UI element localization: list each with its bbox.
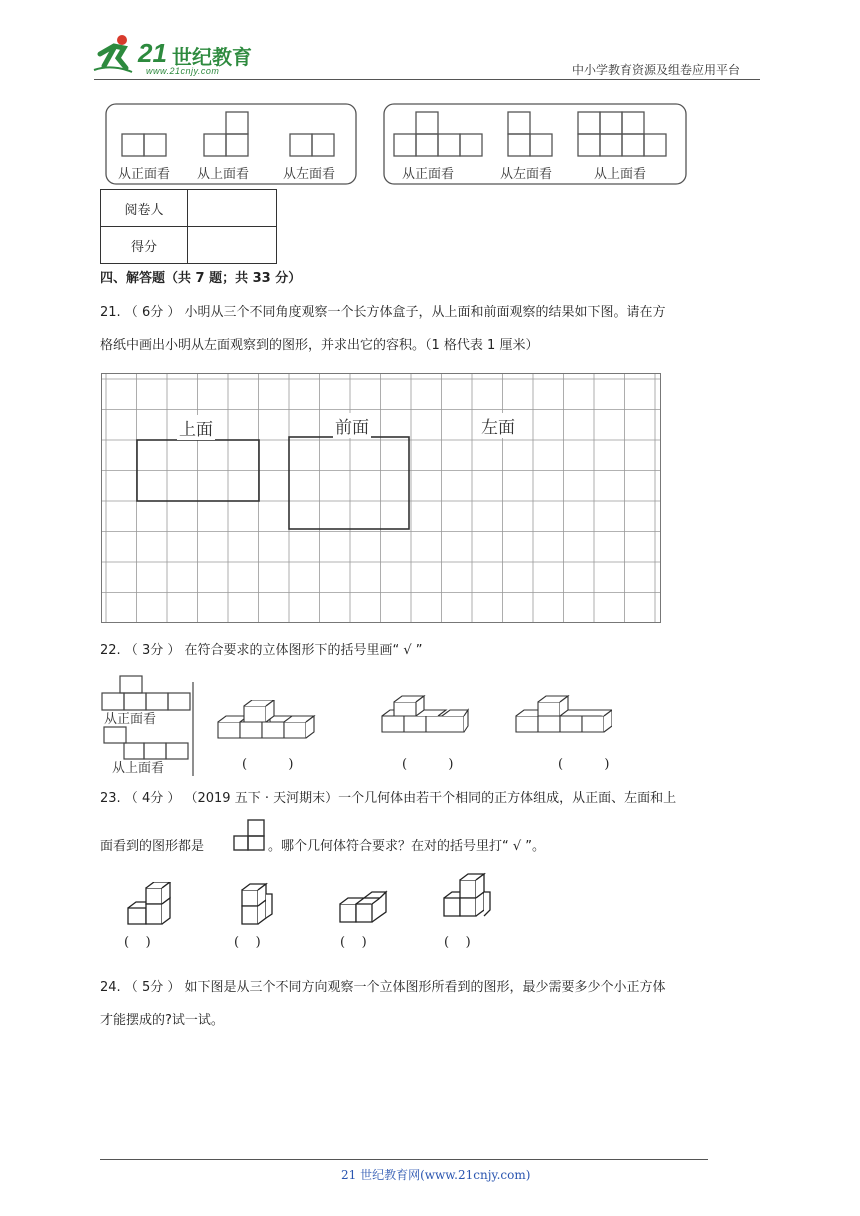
q23-view-figure — [232, 818, 268, 854]
q23-solid-c — [336, 888, 392, 928]
grid-label-left: 左面 — [479, 413, 517, 438]
view-label: 从上面看 — [197, 167, 250, 182]
q23-text-line2-pre: 面看到的图形都是 — [100, 839, 205, 854]
logo-runner-icon — [92, 34, 136, 74]
q22-answer-paren-c[interactable]: ( ) — [558, 757, 610, 772]
q22-view-label-top: 从上面看 — [112, 761, 165, 776]
score-table-score-cell[interactable] — [188, 227, 277, 264]
score-table-grader-label: 阅卷人 — [101, 190, 188, 227]
q23-solid-d — [438, 872, 498, 928]
grid-label-front: 前面 — [333, 413, 371, 438]
score-table-score-label: 得分 — [101, 227, 188, 264]
logo-number: 21 — [138, 38, 167, 68]
q23-text-line1: 23. （ 4分 ） （2019 五下 · 天河期末）一个几何体由若干个相同的正方体组成，从正面、左面和上 — [100, 791, 677, 806]
view-label: 从正面看 — [118, 167, 171, 182]
grid-label-top: 上面 — [177, 415, 215, 440]
q24-text-line2: 才能摆成的?试一试。 — [100, 1013, 224, 1028]
q23-answer-paren-a[interactable]: ( ) — [124, 935, 151, 950]
q22-solid-b — [378, 694, 470, 738]
q23-solid-b — [238, 882, 282, 930]
view-label: 从左面看 — [500, 167, 553, 182]
q21-grid-paper[interactable] — [101, 373, 661, 623]
q22-answer-paren-b[interactable]: ( ) — [402, 757, 454, 772]
q22-text-line1: 22. （ 3分 ） 在符合要求的立体图形下的括号里画“ √ ” — [100, 643, 423, 658]
q24-text-line1: 24. （ 5分 ） 如下图是从三个不同方向观察一个立体图形所看到的图形，最少需要多少个小正方体 — [100, 980, 666, 995]
q22-answer-paren-a[interactable]: ( ) — [242, 757, 294, 772]
header-rule — [94, 79, 760, 80]
logo-url: www.21cnjy.com — [146, 66, 220, 76]
view-label: 从左面看 — [283, 167, 336, 182]
header-platform-text: 中小学教育资源及组卷应用平台 — [572, 63, 741, 77]
q22-solid-c — [512, 694, 612, 738]
q22-view-label-front: 从正面看 — [104, 712, 157, 727]
view-label: 从正面看 — [402, 167, 455, 182]
q23-answer-paren-d[interactable]: ( ) — [444, 935, 471, 950]
q21-text-line1: 21. （ 6分 ） 小明从三个不同角度观察一个长方体盒子，从上面和前面观察的结果如下图。请在方 — [100, 305, 666, 320]
section-title: 四、解答题（共 7 题；共 33 分） — [100, 271, 302, 286]
grid-rect-front-view — [289, 437, 409, 529]
q22-solid-a — [214, 700, 316, 744]
score-table-grader-cell[interactable] — [188, 190, 277, 227]
footer-text: 21 世纪教育网(www.21cnjy.com) — [341, 1168, 531, 1182]
view-label: 从上面看 — [594, 167, 647, 182]
score-table — [100, 189, 277, 264]
footer-rule — [100, 1159, 708, 1160]
q23-text-line2-post: 。哪个几何体符合要求？在对的括号里打“ √ ”。 — [268, 839, 546, 854]
q23-answer-paren-b[interactable]: ( ) — [234, 935, 261, 950]
q23-solid-a — [122, 882, 182, 930]
q23-answer-paren-c[interactable]: ( ) — [340, 935, 367, 950]
logo-text: 世纪教育 — [172, 45, 252, 69]
q21-text-line2: 格纸中画出小明从左面观察到的图形，并求出它的容积。（1 格代表 1 厘米） — [100, 338, 539, 353]
